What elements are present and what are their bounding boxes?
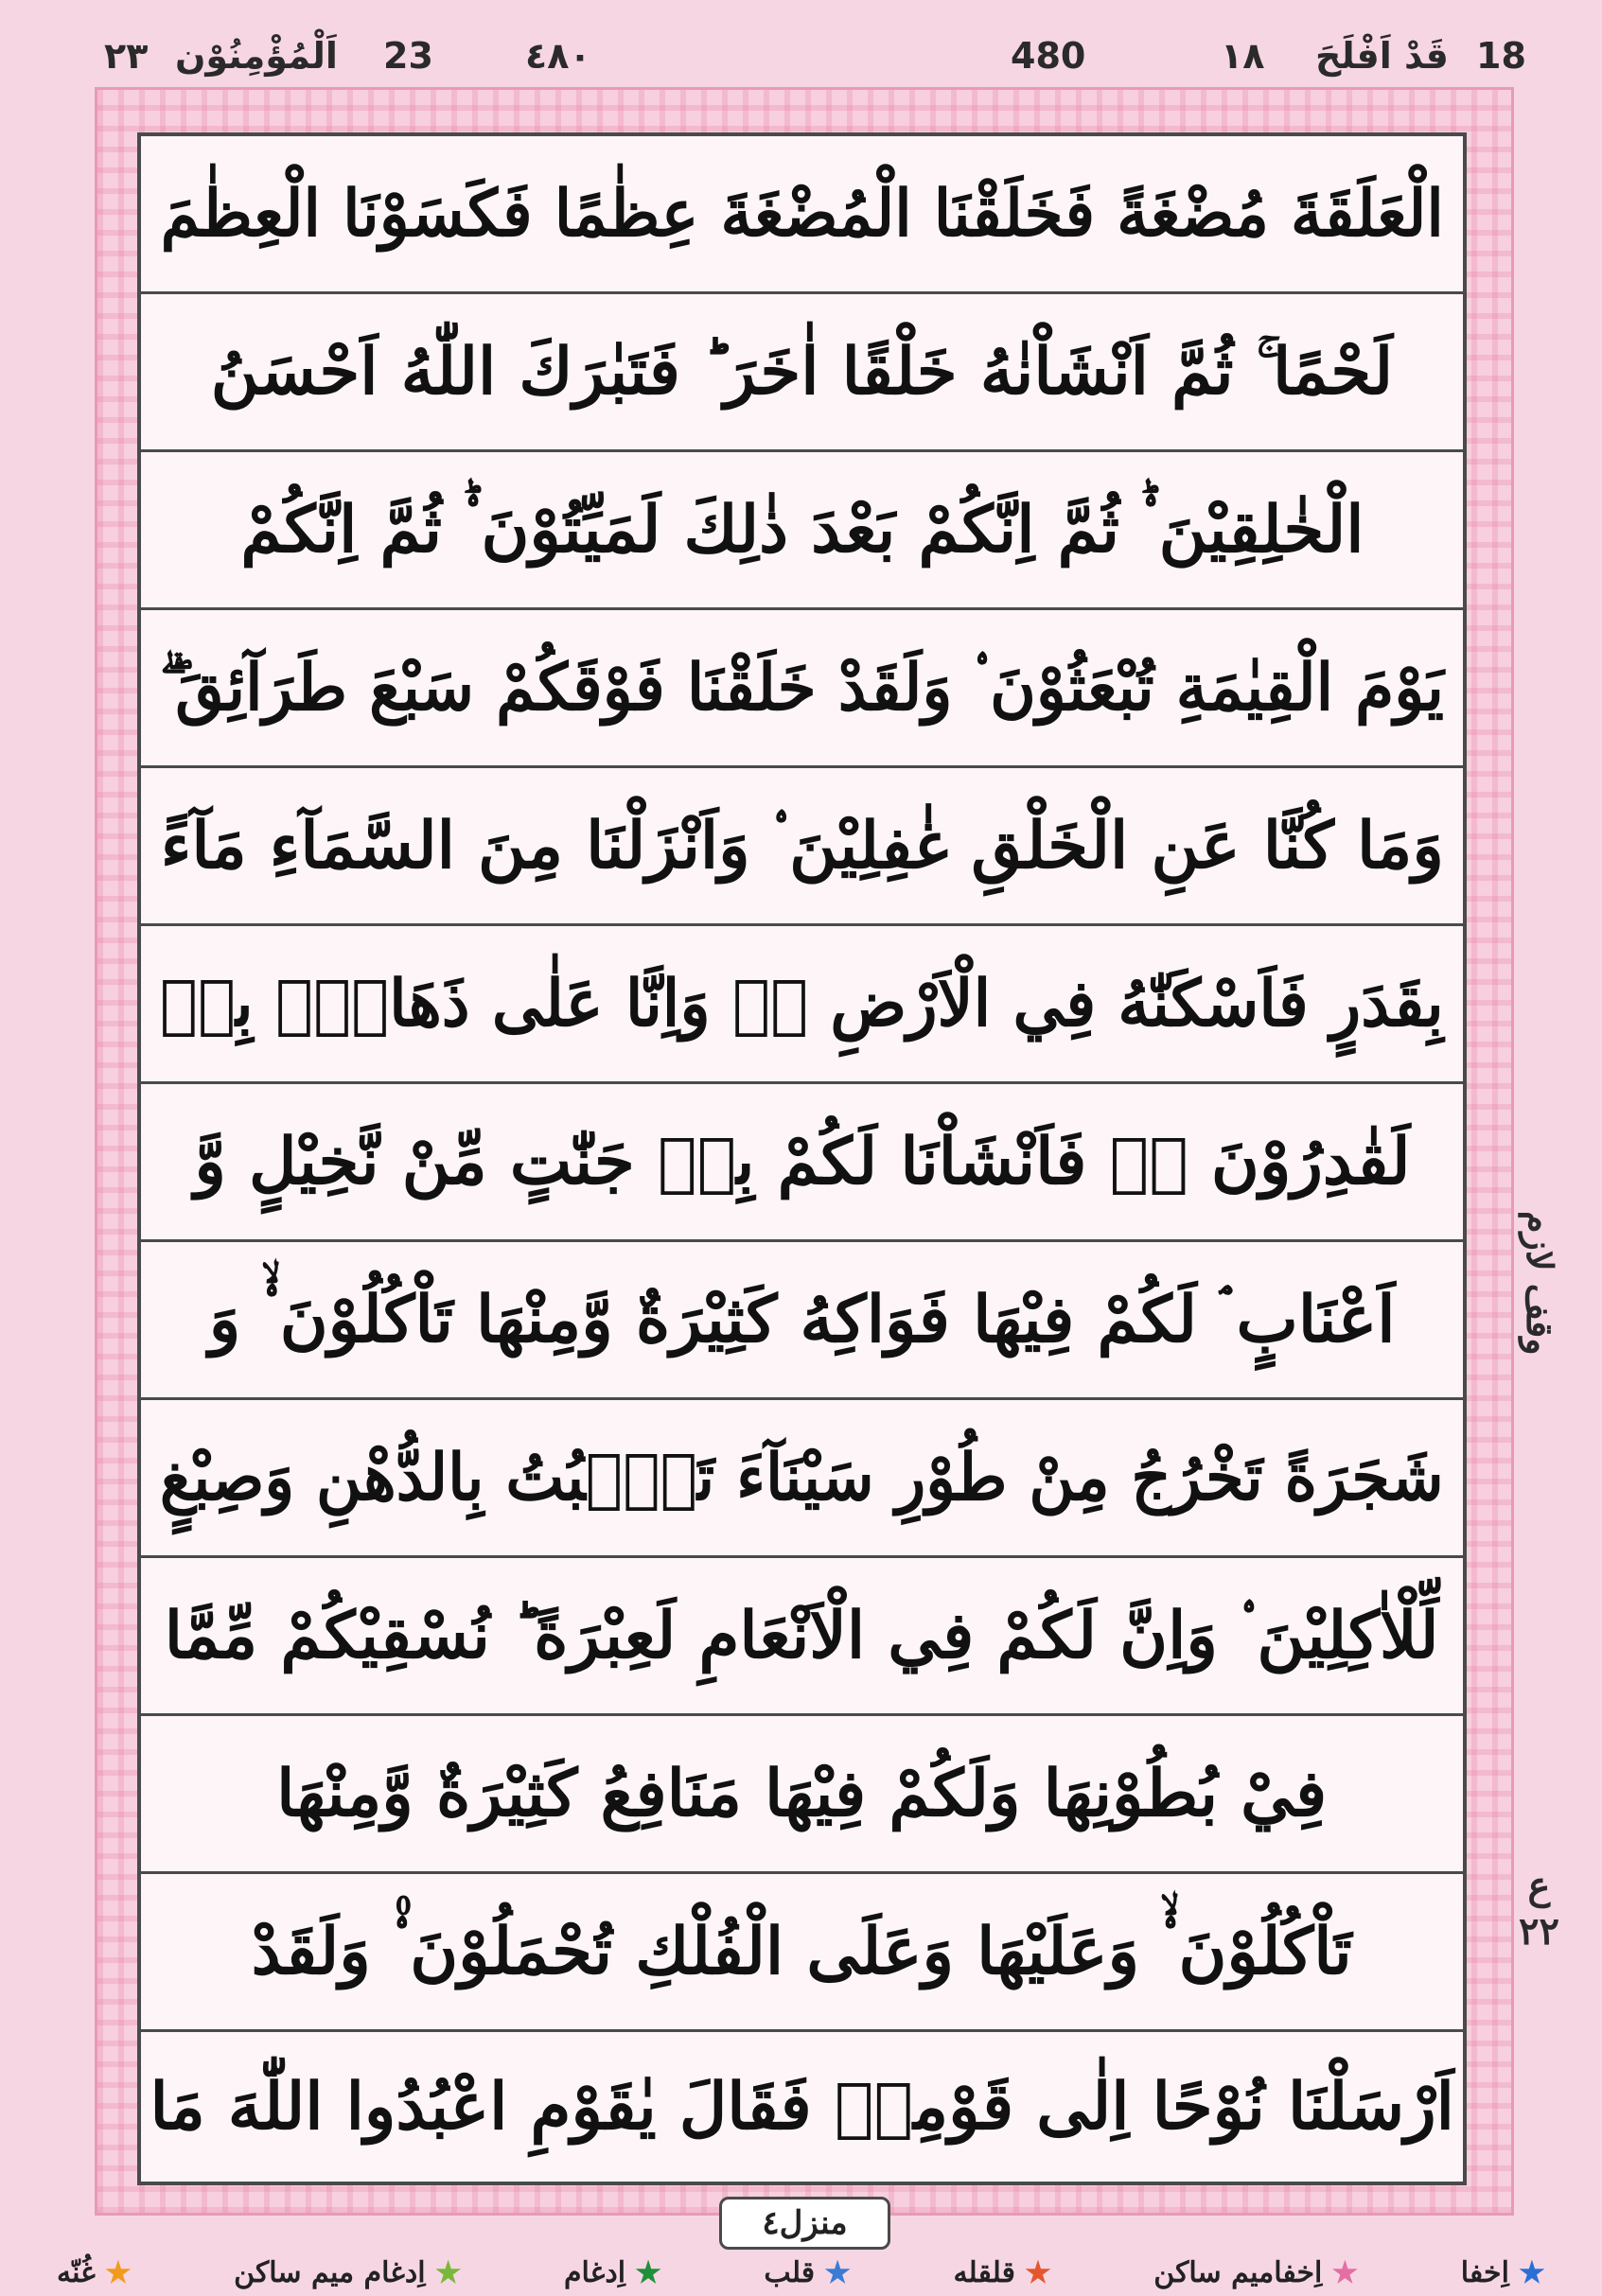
legend-item-ikhfa-meem: اِخفامیم ساکن [1153,2256,1358,2289]
legend-item-idgham: اِدغام [564,2256,661,2289]
juz-number: 18 [1476,35,1526,77]
ruku-marker [1519,1864,1559,1954]
star-icon [435,2260,462,2287]
legend-item-qalb: قلب [764,2256,851,2289]
star-icon [1025,2260,1051,2287]
text-line: لَقٰدِرُوْنَ ۟ۚ فَاَنْشَاْنَا لَكُمْ بِهٖ جَنّٰتٍ مِّنْ نَّخِيْلٍ وَّ [141,1084,1463,1242]
legend-item-ikhfa: اِخفا [1461,2256,1545,2289]
text-line: الْخٰلِقِيْنَ ۟ؕ ثُمَّ اِنَّكُمْ بَعْدَ ذٰلِكَ لَمَيِّتُوْنَ ۟ؕ ثُمَّ اِنَّكُمْ [141,452,1463,610]
text-line: بِقَدَرٍ فَاَسْكَنّٰهُ فِي الْاَرْضِ ۖۗ وَاِنَّا عَلٰى ذَهَابٍۭ بِهٖ [141,926,1463,1084]
juz-number-arabic: ١٨ [1221,35,1265,77]
juz-name: قَدْ اَفْلَحَ [1315,35,1449,77]
star-icon [635,2260,661,2287]
page-number: 480 [1011,35,1086,77]
page-header [0,0,1602,95]
surah-number: 23 [383,35,433,77]
page-number-arabic: ٤٨٠ [525,35,591,77]
text-line: اَعْنَابٍ ۘ لَكُمْ فِيْهَا فَوَاكِهُ كَثِيْرَةٌ وَّمِنْهَا تَاْكُلُوْنَ ۟ۙ وَ [141,1242,1463,1400]
text-line: الْعَلَقَةَ مُضْغَةً فَخَلَقْنَا الْمُضْغَةَ عِظٰمًا فَكَسَوْنَا الْعِظٰمَ [141,136,1463,294]
text-line: شَجَرَةً تَخْرُجُ مِنْ طُوْرِ سَيْنَآءَ تَنْۢبُتُ بِالدُّهْنِ وَصِبْغٍ [141,1400,1463,1558]
legend-item-qalqala: قلقله [953,2256,1050,2289]
ruku-mark: ع [1527,1864,1551,1908]
text-line: فِيْ بُطُوْنِهَا وَلَكُمْ فِيْهَا مَنَافِعُ كَثِيْرَةٌ وَّمِنْهَا [141,1716,1463,1874]
waqf-lazim-note: وقف لازم [1519,1211,1561,1356]
text-line: يَوْمَ الْقِيٰمَةِ تُبْعَثُوْنَ ۟ وَلَقَدْ خَلَقْنَا فَوْقَكُمْ سَبْعَ طَرَآئِقَ ۖۗ [141,610,1463,768]
surah-number-arabic: ٢٣ [104,35,149,77]
legend-item-idgham-meem: اِدغام میم ساکن [234,2256,461,2289]
text-line: لَحْمًا ۚ ثُمَّ اَنْشَاْنٰهُ خَلْقًا اٰخَرَ ؕ فَتَبٰرَكَ اللّٰهُ اَحْسَنُ [141,294,1463,452]
text-panel [137,132,1467,2185]
ruku-number: ٢٢ [1519,1909,1559,1954]
star-icon [105,2260,132,2287]
text-line: اَرْسَلْنَا نُوْحًا اِلٰى قَوْمِهٖ فَقَالَ يٰقَوْمِ اعْبُدُوا اللّٰهَ مَا [150,2069,1454,2145]
text-line: لِّلْاٰكِلِيْنَ ۟ وَاِنَّ لَكُمْ فِي الْاَنْعَامِ لَعِبْرَةً ؕ نُسْقِيْكُمْ مِّمَّا [141,1558,1463,1716]
surah-name: اَلْمُؤْمِنُوْن [175,35,338,77]
star-icon [1331,2260,1358,2287]
star-icon [824,2260,851,2287]
manzil-label: منزل٤ [719,2197,890,2250]
star-icon [1519,2260,1545,2287]
text-line: تَاْكُلُوْنَ ۟ۙ وَعَلَيْهَا وَعَلَى الْفُلْكِ تُحْمَلُوْنَ ۟۠ وَلَقَدْ [141,1874,1463,2032]
text-line: وَمَا كُنَّا عَنِ الْخَلْقِ غٰفِلِيْنَ ۟ وَاَنْزَلْنَا مِنَ السَّمَآءِ مَآءً [141,768,1463,926]
tajweed-legend [0,2250,1602,2296]
legend-item-ghunna: غُنّه [57,2256,132,2289]
